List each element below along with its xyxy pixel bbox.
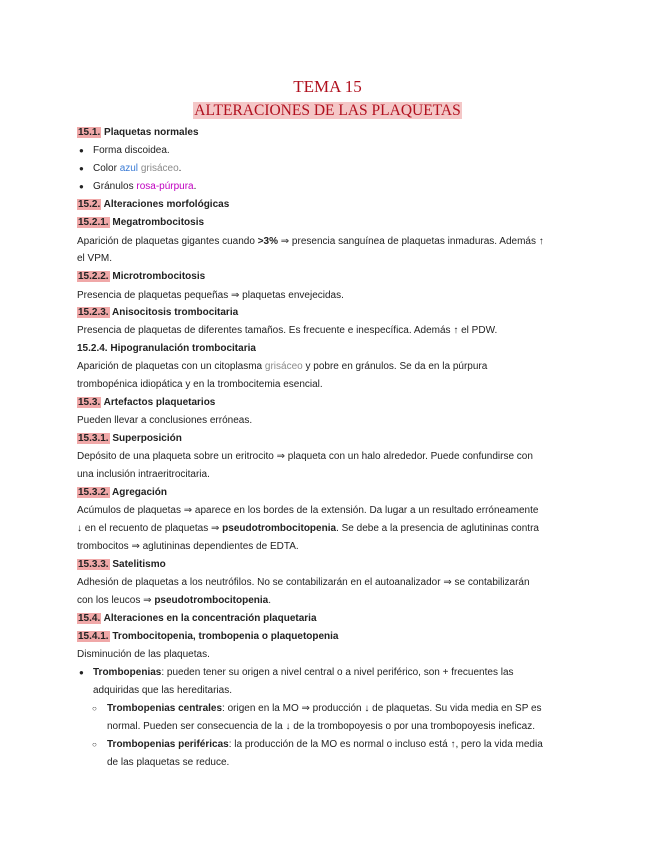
section-15-2-3-heading [77, 306, 238, 319]
bold-text: Trombopenias centrales [107, 703, 223, 714]
section-title: Agregación [112, 487, 168, 498]
paragraph-line: el VPM. [77, 253, 113, 264]
section-number: 15.2. [78, 199, 101, 210]
bullet-icon: ● [79, 182, 84, 191]
paragraph-line: Pueden llevar a conclusiones erróneas. [77, 415, 253, 426]
hollow-bullet-icon: ○ [92, 740, 97, 749]
grey-text: grisáceo [140, 163, 179, 174]
section-number: 15.4.1. [78, 631, 109, 642]
section-title: Trombocitopenia, trombopenia o plaquetopenia [112, 631, 339, 642]
section-number: 15.3.2. [78, 487, 109, 498]
bullet-icon: ● [79, 668, 84, 677]
paragraph-line: trombopénica idiopática y en la trombocitemia esencial. [77, 379, 323, 390]
bold-text: Trombopenias periféricas [107, 739, 229, 750]
paragraph-line: Presencia de plaquetas pequeñas ⇒ plaquetas envejecidas. [77, 290, 344, 301]
section-15-4-heading [77, 612, 317, 625]
text: Aparición de plaquetas con un citoplasma [77, 361, 265, 372]
bold-text: Trombopenias [93, 667, 162, 678]
text: con los leucos ⇒ [77, 595, 155, 606]
section-number: 15.2.3. [78, 307, 109, 318]
section-15-3-2-heading [77, 486, 167, 499]
paragraph-line: trombocitos ⇒ aglutininas dependientes de EDTA. [77, 541, 299, 552]
text: : origen en la MO ⇒ producción ↓ de plaquetas. Su vida media en SP es [222, 703, 542, 714]
text: . [193, 181, 197, 192]
paragraph-line: Disminución de las plaquetas. [77, 649, 210, 660]
pink-text: rosa-púrpura [136, 181, 194, 192]
paragraph-line [77, 594, 271, 607]
sub-bullet-continuation: normal. Pueden ser consecuencia de la ↓ de la trombopoyesis o por una trombopoyesis ineficaz. [107, 721, 536, 732]
section-title: Microtrombocitosis [112, 271, 206, 282]
grey-text: grisáceo [264, 361, 303, 372]
section-number: 15.2.1. [78, 217, 109, 228]
bullet-item [93, 666, 514, 679]
text: . [178, 163, 182, 174]
text: . [268, 595, 271, 606]
paragraph-line [77, 235, 544, 248]
section-15-2-heading [77, 198, 229, 211]
section-number: 15.1. [78, 127, 101, 138]
section-number: 15.3. [78, 397, 101, 408]
sub-bullet-item [107, 702, 542, 715]
section-title: Alteraciones en la concentración plaquetaria [103, 613, 317, 624]
section-number: 15.3.3. [78, 559, 109, 570]
section-15-3-1-heading [77, 432, 182, 445]
paragraph-line: Depósito de una plaqueta sobre un eritrocito ⇒ plaqueta con un halo alrededor. Puede confundirse con [77, 451, 533, 462]
bold-text: pseudotrombocitopenia [154, 595, 269, 606]
paragraph-line [77, 360, 487, 373]
bullet-icon: ● [79, 146, 84, 155]
text: y pobre en gránulos. Se da en la púrpura [302, 361, 488, 372]
section-number: 15.4. [78, 613, 101, 624]
section-15-4-1-heading [77, 630, 339, 643]
text: Aparición de plaquetas gigantes cuando [77, 236, 258, 247]
section-15-2-1-heading [77, 216, 204, 229]
paragraph-line [77, 522, 539, 535]
bullet-item [93, 162, 181, 175]
section-15-2-4-heading: 15.2.4. Hipogranulación trombocitaria [77, 343, 256, 354]
section-title: Plaquetas normales [104, 127, 199, 138]
page-subtitle [0, 102, 655, 120]
sub-bullet-item [107, 738, 543, 751]
section-title: Satelitismo [112, 559, 166, 570]
subtitle-text: ALTERACIONES DE LAS PLAQUETAS [194, 102, 461, 119]
page-title: TEMA 15 [293, 77, 362, 96]
bullet-icon: ● [79, 164, 84, 173]
text: . Se debe a la presencia de aglutininas contra [336, 523, 539, 534]
paragraph-line: Acúmulos de plaquetas ⇒ aparece en los bordes de la extensión. Da lugar a un resultado erróneamente [77, 505, 539, 516]
blue-text: azul [119, 163, 139, 174]
bullet-item: Forma discoidea. [93, 145, 170, 156]
section-title: Artefactos plaquetarios [103, 397, 216, 408]
paragraph-line: Adhesión de plaquetas a los neutrófilos. No se contabilizarán en el autoanalizador ⇒ se contabilizarán [77, 577, 530, 588]
text: : pueden tener su origen a nivel central o a nivel periférico, son + frecuentes las [161, 667, 514, 678]
bullet-item [93, 180, 196, 193]
section-number: 15.3.1. [78, 433, 109, 444]
section-title: Superposición [112, 433, 182, 444]
section-15-3-heading [77, 396, 215, 409]
text: : la producción de la MO es normal o incluso está ↑, pero la vida media [228, 739, 543, 750]
text: ⇒ presencia sanguínea de plaquetas inmaduras. Además ↑ [278, 236, 544, 247]
bold-text: pseudotrombocitopenia [222, 523, 337, 534]
sub-bullet-continuation: de las plaquetas se reduce. [107, 757, 230, 768]
section-title: Megatrombocitosis [112, 217, 205, 228]
section-15-1-heading [77, 126, 199, 139]
hollow-bullet-icon: ○ [92, 704, 97, 713]
section-title: Alteraciones morfológicas [103, 199, 230, 210]
text: Gránulos [93, 181, 137, 192]
paragraph-line: Presencia de plaquetas de diferentes tamaños. Es frecuente e inespecífica. Además ↑ el PDW. [77, 325, 498, 336]
section-15-2-2-heading [77, 270, 205, 283]
text: ↓ en el recuento de plaquetas ⇒ [77, 523, 223, 534]
text: Color [93, 163, 120, 174]
bold-text: >3% [257, 236, 278, 247]
section-title: Anisocitosis trombocitaria [112, 307, 239, 318]
paragraph-line: una inclusión intraeritrocitaria. [77, 469, 210, 480]
bullet-item-continuation: adquiridas que las hereditarias. [93, 685, 232, 696]
section-15-3-3-heading [77, 558, 166, 571]
section-number: 15.2.2. [78, 271, 109, 282]
